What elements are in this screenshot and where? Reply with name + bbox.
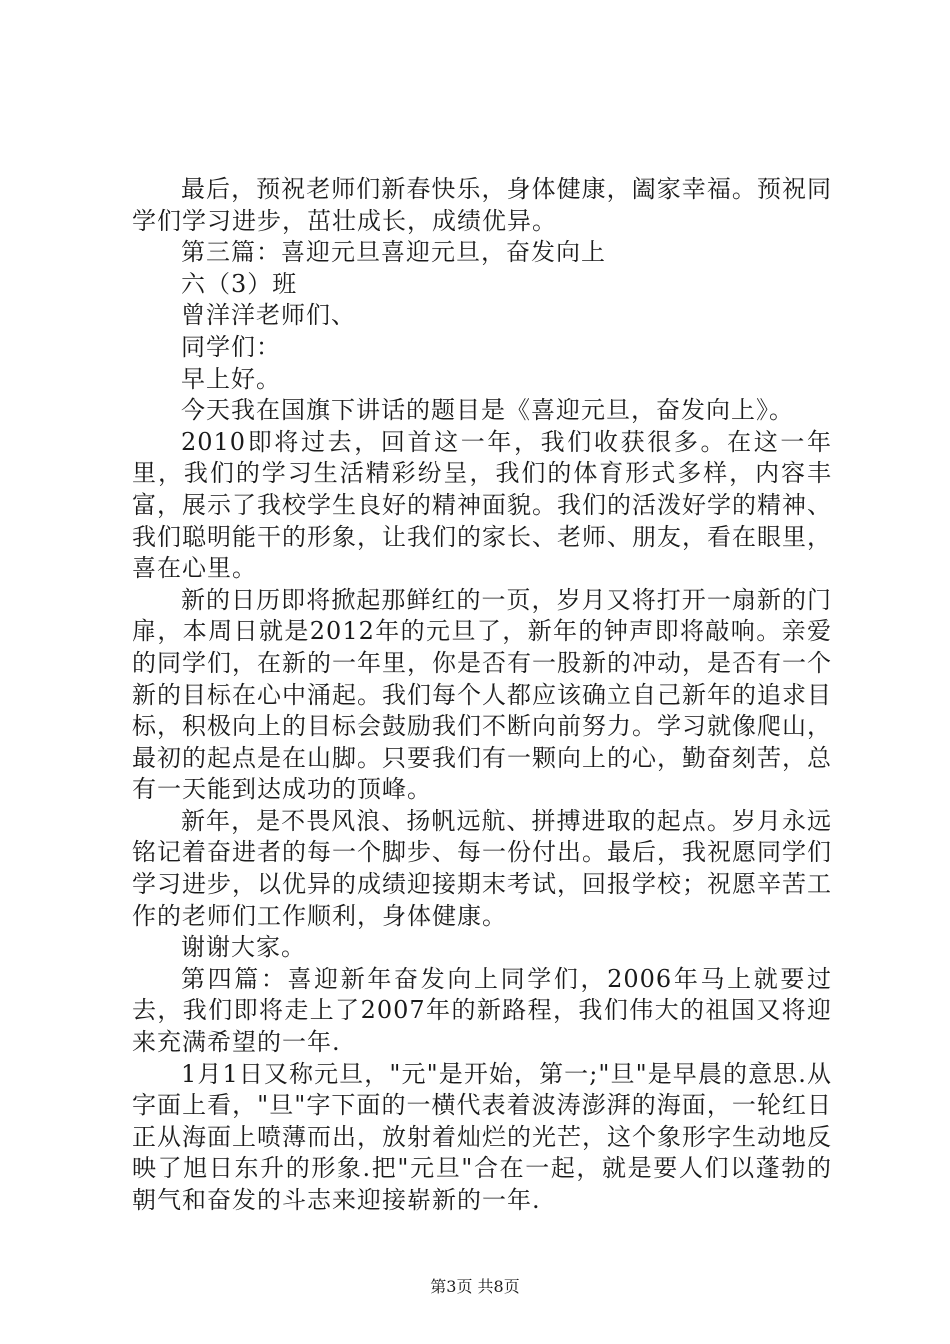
section-heading: 第四篇：喜迎新年奋发向上同学们，2006年马上就要过去，我们即将走上了2007年的新路程，我们伟大的祖国又将迎来充满希望的一年.: [132, 964, 832, 1057]
section-heading: 第三篇：喜迎元旦喜迎元旦，奋发向上: [181, 238, 606, 267]
paragraph: 新的日历即将掀起那鲜红的一页，岁月又将打开一扇新的门扉，本周日就是2012年的元旦了，新年的钟声即将敲响。亲爱的同学们，在新的一年里，你是否有一股新的冲动，是否有一个新的目标在心中涌起。我们每个人都应该确立自己新年的追求目标，积极向上的目标会鼓励我们不断向前努力。学习就像爬山，最初的起点是在山脚。只要我们有一颗向上的心，勤奋刻苦，总有一天能到达成功的顶峰。: [132, 585, 832, 804]
greeting: 早上好。: [181, 364, 281, 393]
closing: 谢谢大家。: [181, 933, 306, 962]
paragraph: 1月1日又称元旦，"元"是开始，第一;"旦"是早晨的意思.从字面上看，"旦"字下面的一横代表着波涛澎湃的海面，一轮红日正从海面上喷薄而出，放射着灿烂的光芒，这个象形字生动地反映了旭日东升的形象.把"元旦"合在一起，就是要人们以蓬勃的朝气和奋发的斗志来迎接崭新的一年.: [132, 1059, 832, 1214]
speaker-greeting: 曾洋洋老师们、: [181, 301, 356, 330]
greeting: 同学们：: [181, 332, 281, 361]
paragraph: 2010即将过去，回首这一年，我们收获很多。在这一年里，我们的学习生活精彩纷呈，我们的体育形式多样，内容丰富，展示了我校学生良好的精神面貌。我们的活泼好学的精神、我们聪明能干的形象，让我们的家长、老师、朋友，看在眼里，喜在心里。: [132, 427, 832, 583]
paragraph: 今天我在国旗下讲话的题目是《喜迎元旦，奋发向上》。: [181, 396, 794, 425]
document-body: [132, 174, 832, 1217]
paragraph: 最后，预祝老师们新春快乐，身体健康，阖家幸福。预祝同学们学习进步，茁壮成长，成绩优异。: [132, 175, 832, 235]
paragraph: 新年，是不畏风浪、扬帆远航、拼搏进取的起点。岁月永远铭记着奋进者的每一个脚步、每一份付出。最后，我祝愿同学们学习进步，以优异的成绩迎接期末考试，回报学校；祝愿辛苦工作的老师们工作顺利，身体健康。: [132, 806, 832, 930]
class-name: 六（3）班: [181, 269, 298, 298]
page-number-footer: 第3页 共8页: [430, 1277, 520, 1296]
